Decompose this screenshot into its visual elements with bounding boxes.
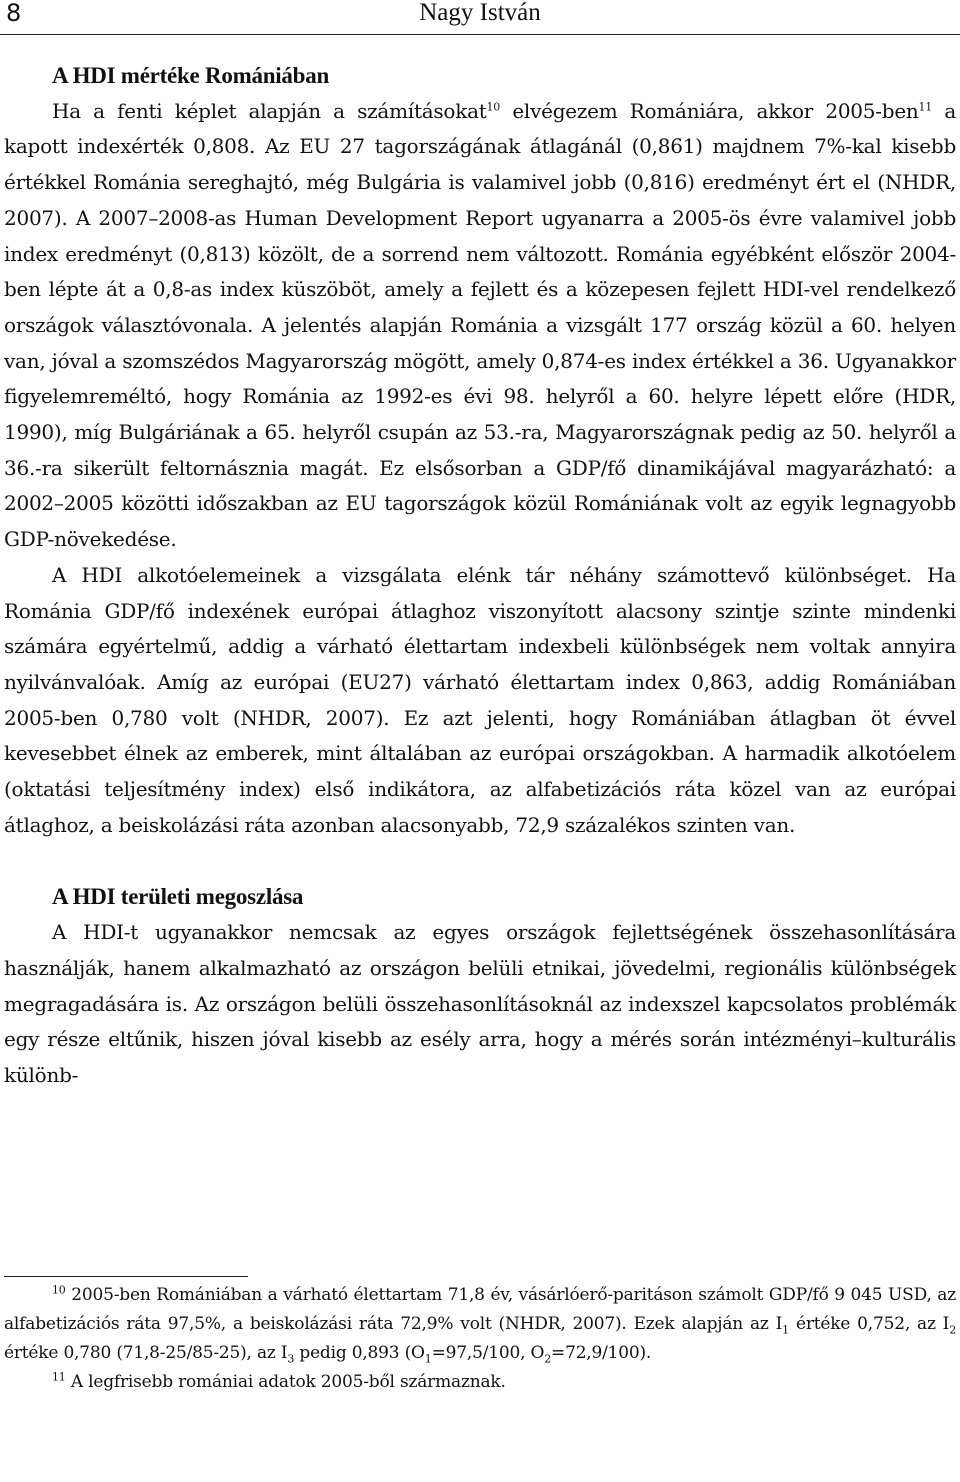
- footnote-mark: 11: [52, 1370, 66, 1384]
- footnote-text: =97,5/100, O: [431, 1343, 545, 1363]
- footnote-11: [4, 1368, 956, 1397]
- subscript: 1: [782, 1323, 789, 1337]
- paragraph: A HDI alkotóelemeinek a vizsgálata elénk tár néhány számottevő különbséget. Ha Románia GDP/fő indexének európai átlaghoz viszonyított alacsony szintje szinte mindenki számára egyértelmű, addig a várható élettartam indexbeli különbségek nem voltak annyira nyilvánvalóak. Amíg az európai (EU27) várható élettartam index 0,863, addig Romániában 2005-ben 0,780 volt (NHDR, 2007). Ez azt jelenti, hogy Romániában átlagban öt évvel kevesebbet élnek az emberek, mint általában az európai országokban. A harmadik alkotóelem (oktatási teljesítmény index) első indikátora, az alfabetizációs ráta közel van az európai átlaghoz, a beiskolázási ráta azonban alacsonyabb, 72,9 százalékos szinten van.: [4, 562, 956, 837]
- header-rule: [0, 34, 960, 35]
- footnote-text: A legfrisebb romániai adatok 2005-ből származnak.: [65, 1372, 506, 1392]
- footnote-text: =72,9/100).: [551, 1343, 652, 1363]
- paragraph-text: Ha a fenti képlet alapján a számításokat: [52, 98, 487, 123]
- paragraph-text: elvégezem Romániára, akkor 2005-ben: [500, 98, 919, 123]
- paragraph: A HDI-t ugyanakkor nemcsak az egyes országok fejlettségének összehasonlítására használják, hanem alkalmazható az országon belüli etnikai, jövedelmi, regionális különbségek megragadására is. Az országon belüli összehasonlításoknál az indexszel kapcsolatos problémák egy része eltűnik, hiszen jóval kisebb az esély arra, hogy a mérés során intézményi–kulturális különb-: [4, 920, 956, 1087]
- running-head-author: Nagy István: [419, 0, 541, 26]
- subscript: 1: [424, 1352, 432, 1366]
- footnote-ref-11[interactable]: 11: [918, 100, 933, 114]
- footnote-10: [4, 1281, 956, 1368]
- footnote-text: pedig 0,893 (O: [294, 1343, 425, 1363]
- footnote-text: értéke 0,780 (71,8-25/85-25), az I: [4, 1343, 288, 1363]
- page-number: 8: [6, 0, 22, 27]
- footnote-mark: 10: [52, 1283, 66, 1297]
- paragraph-text: a kapott indexérték 0,808. Az EU 27 tagországának átlagánál (0,861) majdnem 7%-kal kisebb értékkel Románia sereghajtó, még Bulgária is valamivel jobb (0,816) eredményt ért el (NHDR, 2007). A 2007–2008-as Human Development Report ugyanarra a 2005-ös évre valamivel jobb index eredményt (0,813) közölt, de a sorrend nem változott. Románia egyébként először 2004-ben lépte át a 0,8-as index küszöböt, amely a fejlett és a közepesen fejlett HDI-vel rendelkező országok választóvonala. A jelentés alapján Románia a vizsgált 177 ország közül a 60. helyen van, jóval a szomszédos Magyarország mögött, amely 0,874-es index értékkel a 36. Ugyanakkor figyelemreméltó, hogy Románia az 1992-es évi 98. helyről a 60. helyre lépett előre (HDR, 1990), míg Bulgáriának a 65. helyről csupán az 53.-ra, Magyarországnak pedig az 50. helyről a 36.-ra sikerült feltornásznia magát. Ez elsősorban a GDP/fő dinamikájával magyarázható: a 2002–2005 közötti időszakban az EU tagországok közül Romániának volt az egyik legnagyobb GDP-növekedése.: [4, 98, 957, 552]
- footnotes: [4, 1276, 956, 1397]
- footnote-text: értéke 0,752, az I: [788, 1314, 950, 1334]
- subscript: 2: [544, 1352, 552, 1366]
- paragraph: [4, 94, 956, 558]
- section-gap: [4, 843, 956, 879]
- footnote-ref-10[interactable]: 10: [486, 100, 501, 114]
- section-heading-hdi-romania: A HDI mértéke Romániában: [52, 63, 330, 88]
- main-text: [4, 58, 956, 1094]
- section-heading-regional-distribution: A HDI területi megoszlása: [52, 884, 304, 910]
- subscript: 3: [287, 1352, 295, 1366]
- footnote-rule: [4, 1276, 248, 1277]
- footnote-text: 2005-ben Romániában a várható élettartam 71,8 év, vásárlóerő-paritáson számolt GDP/fő 9 045 USD, az alfabetizációs ráta 97,5%, a beiskolázási ráta 72,9% volt (NHDR, 2007). Ezek alapján az I: [4, 1285, 956, 1334]
- subscript: 2: [949, 1323, 956, 1337]
- running-header: [0, 0, 960, 40]
